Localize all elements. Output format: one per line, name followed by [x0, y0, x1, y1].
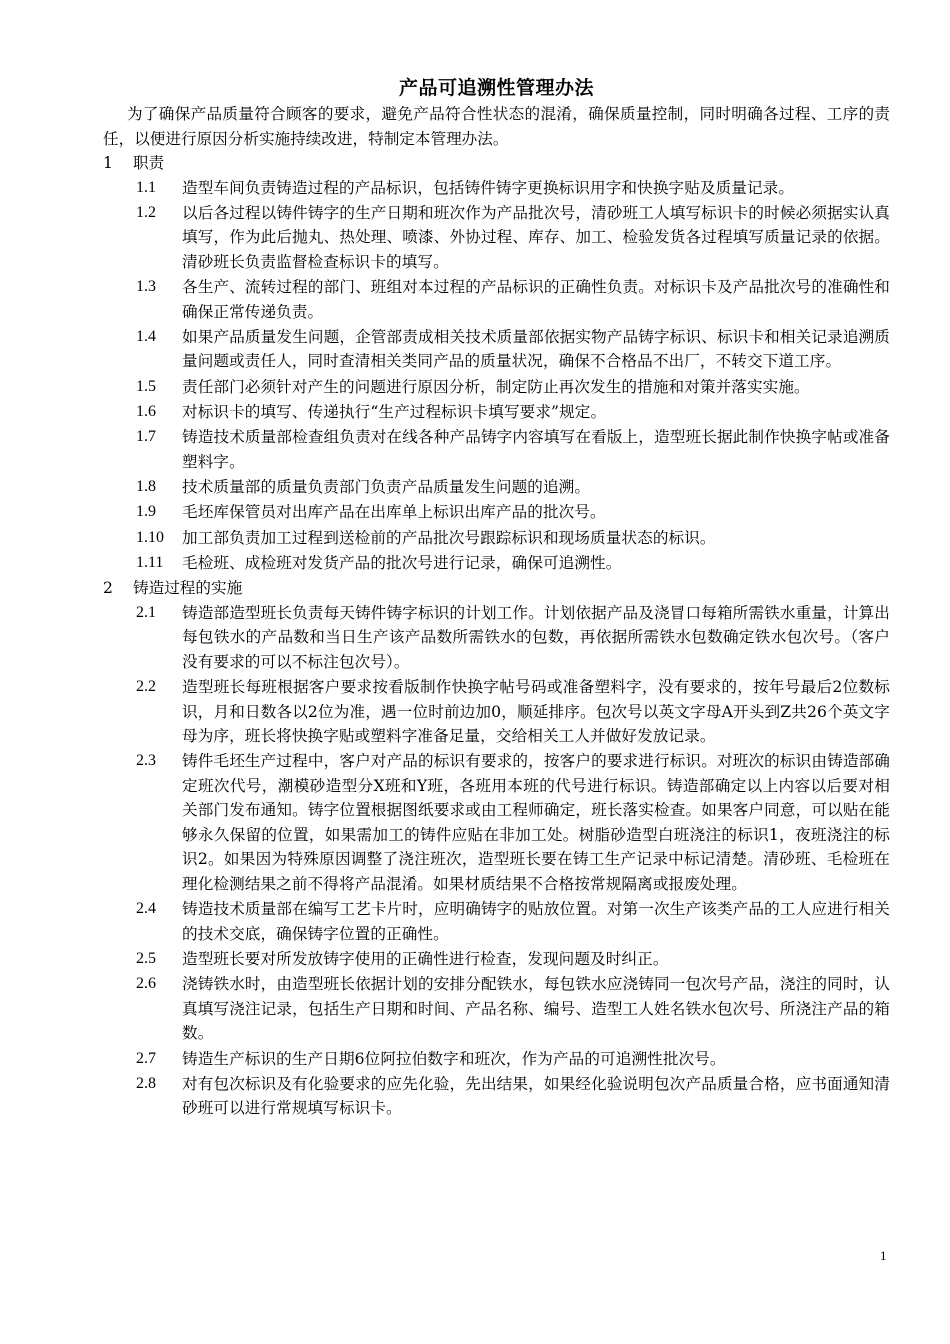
clause-1-8: [103, 475, 890, 500]
clause-number: 1.9: [136, 503, 156, 521]
clause-text: 浇铸铁水时，由造型班长依据计划的安排分配铁水，每包铁水应浇铸同一包次号产品，浇注的同时，认真填写浇注记录，包括生产日期和时间、产品名称、编号、造型工人姓名铁水包次号、所浇注产品的箱数。: [182, 975, 890, 1043]
clause-2-7: [103, 1047, 890, 1072]
clause-number: 1.4: [136, 327, 156, 345]
intro-paragraph: 为了确保产品质量符合顾客的要求，避免产品符合性状态的混淆，确保质量控制，同时明确各过程、工序的责任，以便进行原因分析实施持续改进，特制定本管理办法。: [103, 105, 890, 148]
clause-number: 2.4: [136, 900, 156, 918]
clause-text: 对有包次标识及有化验要求的应先化验，先出结果，如果经化验说明包次产品质量合格，应书面通知清砂班可以进行常规填写标识卡。: [182, 1074, 890, 1118]
clause-text: 以后各过程以铸件铸字的生产日期和班次作为产品批次号，清砂班工人填写标识卡的时候必须据实认真填写，作为此后抛丸、热处理、喷漆、外协过程、库存、加工、检验发货各过程填写质量记录的依据。清砂班长负责监督检查标识卡的填写。: [182, 203, 890, 271]
clause-number: 2.6: [136, 975, 156, 993]
section-heading-2: [103, 576, 890, 601]
clause-text: 技术质量部的质量负责部门负责产品质量发生问题的追溯。: [182, 478, 591, 497]
clause-2-4: [103, 897, 890, 946]
clause-number: 2.8: [136, 1074, 156, 1092]
clause-1-5: [103, 375, 890, 400]
clause-1-6: [103, 400, 890, 425]
clause-1-2: [103, 201, 890, 275]
section-title: 铸造过程的实施: [133, 579, 243, 598]
clause-2-2: [103, 675, 890, 749]
clause-text: 铸件毛坯生产过程中，客户对产品的标识有要求的，按客户的要求进行标识。对班次的标识由铸造部确定班次代号，潮模砂造型分X班和Y班，各班用本班的代号进行标识。铸造部确定以上内容以后要对相关部门发布通知。铸字位置根据图纸要求或由工程师确定，班长落实检查。如果客户同意，可以贴在能够永久保留的位置，如果需加工的铸件应贴在非加工处。树脂砂造型白班浇注的标识1，夜班浇注的标识2。如果因为特殊原因调整了浇注班次，造型班长要在铸工生产记录中标记清楚。清砂班、毛检班在理化检测结果之前不得将产品混淆。如果材质结果不合格按常规隔离或报废处理。: [182, 752, 890, 893]
clause-2-6: [103, 972, 890, 1046]
clause-number: 2.5: [136, 949, 156, 967]
clause-text: 各生产、流转过程的部门、班组对本过程的产品标识的正确性负责。对标识卡及产品批次号的准确性和确保正常传递负责。: [182, 278, 890, 321]
clause-number: 1.2: [136, 203, 156, 221]
clause-text: 铸造部造型班长负责每天铸件铸字标识的计划工作。计划依据产品及浇冒口每箱所需铁水重量，计算出每包铁水的产品数和当日生产该产品数所需铁水的包数，再依据所需铁水包数确定铁水包次号。（客户没有要求的可以不标注包次号）。: [182, 603, 890, 671]
clause-number: 1.10: [136, 528, 164, 546]
clause-2-5: [103, 947, 890, 972]
clause-text: 毛坯库保管员对出库产品在出库单上标识出库产品的批次号。: [182, 503, 606, 522]
document-body: [103, 74, 890, 1122]
clause-1-9: [103, 500, 890, 525]
clause-number: 2.3: [136, 752, 156, 770]
clause-2-1: [103, 601, 890, 675]
page-number: 1: [880, 1248, 887, 1263]
clause-text: 铸造技术质量部检查组负责对在线各种产品铸字内容填写在看版上，造型班长据此制作快换字帖或准备塑料字。: [182, 428, 890, 471]
clause-text: 造型班长要对所发放铸字使用的正确性进行检查，发现问题及时纠正。: [182, 949, 669, 968]
clause-text: 责任部门必须针对产生的问题进行原因分析，制定防止再次发生的措施和对策并落实实施。: [182, 377, 810, 396]
clause-number: 1.5: [136, 377, 156, 395]
clause-text: 对标识卡的填写、传递执行“生产过程标识卡填写要求”规定。: [182, 402, 607, 421]
clause-number: 2.7: [136, 1049, 156, 1067]
clause-text: 铸造生产标识的生产日期6位阿拉伯数字和班次，作为产品的可追溯性批次号。: [182, 1049, 726, 1068]
clause-1-10: [103, 526, 890, 551]
clause-number: 1.3: [136, 278, 156, 296]
clause-number: 2.2: [136, 678, 156, 696]
document-title: 产品可追溯性管理办法: [398, 77, 594, 99]
clause-2-3: [103, 749, 890, 896]
section-number: 2: [103, 579, 113, 598]
clause-number: 1.6: [136, 402, 156, 420]
clause-text: 加工部负责加工过程到送检前的产品批次号跟踪标识和现场质量状态的标识。: [182, 528, 716, 547]
clause-text: 如果产品质量发生问题，企管部责成相关技术质量部依据实物产品铸字标识、标识卡和相关记录追溯质量问题或责任人，同时查清相关类同产品的质量状况，确保不合格品不出厂，不转交下道工序。: [182, 327, 890, 371]
section-heading-1: [103, 151, 890, 176]
clause-1-3: [103, 275, 890, 324]
clause-text: 造型车间负责铸造过程的产品标识，包括铸件铸字更换标识用字和快换字贴及质量记录。: [182, 178, 795, 197]
clause-text: 造型班长每班根据客户要求按看版制作快换字帖号码或准备塑料字，没有要求的，按年号最后2位数标识，月和日数各以2位为准，遇一位时前边加0，顺延排序。包次号以英文字母A开头到Z共26个英文字母为序，班长将快换字贴或塑料字准备足量，交给相关工人并做好发放记录。: [182, 678, 890, 746]
clause-1-7: [103, 425, 890, 474]
clause-number: 1.8: [136, 478, 156, 496]
clause-text: 毛检班、成检班对发货产品的批次号进行记录，确保可追溯性。: [182, 553, 622, 572]
clause-1-11: [103, 551, 890, 576]
clause-2-8: [103, 1072, 890, 1121]
clause-text: 铸造技术质量部在编写工艺卡片时，应明确铸字的贴放位置。对第一次生产该类产品的工人应进行相关的技术交底，确保铸字位置的正确性。: [182, 900, 890, 943]
clause-1-4: [103, 325, 890, 374]
section-title: 职责: [133, 154, 165, 172]
clause-1-1: [103, 176, 890, 201]
clause-number: 1.7: [136, 428, 156, 446]
clause-number: 2.1: [136, 603, 156, 621]
clause-number: 1.11: [136, 553, 164, 571]
clause-number: 1.1: [136, 178, 156, 196]
section-number: 1: [103, 154, 113, 172]
